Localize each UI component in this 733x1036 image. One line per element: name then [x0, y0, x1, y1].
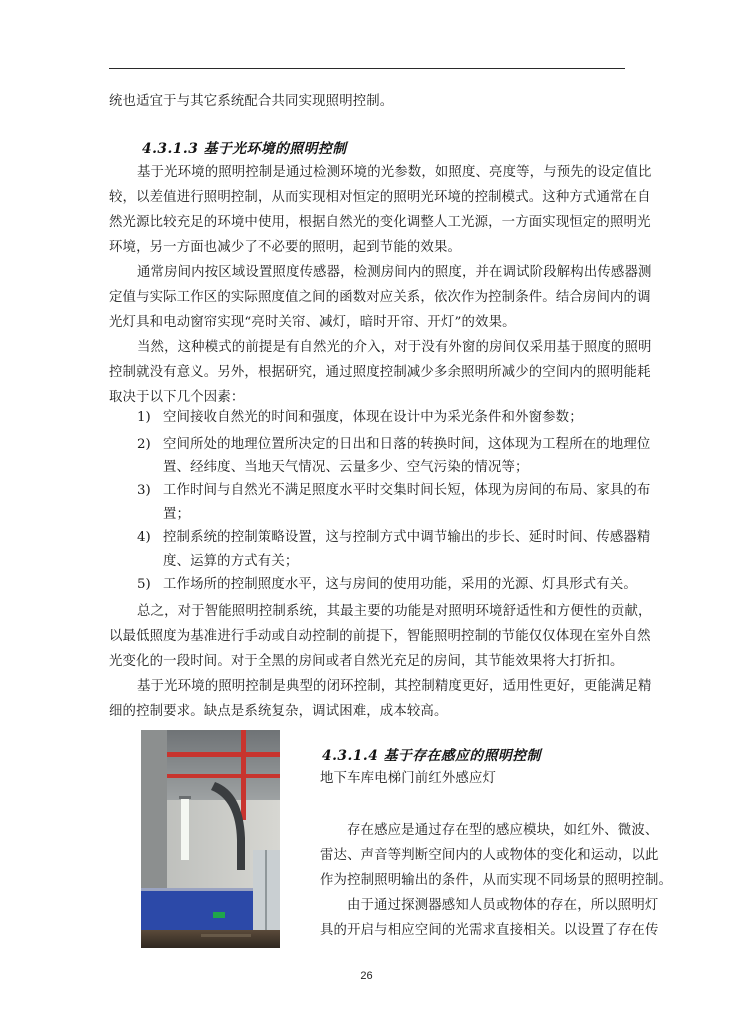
list-item-line: 置；	[163, 507, 191, 522]
paragraph-line: 然光源比较充足的环境中使用，根据自然光的变化调整人工光源，一方面实现恒定的照明光	[109, 215, 651, 230]
paragraph-line: 光变化的一段时间。对于全黑的房间或者自然光充足的房间，其节能效果将大打折扣。	[109, 654, 624, 669]
header-rule	[109, 68, 625, 69]
list-item-line: 空间接收自然光的时间和强度，体现在设计中为采光条件和外窗参数；	[163, 410, 583, 425]
paragraph-line: 雷达、声音等判断空间内的人或物体的变化和运动，以此	[320, 848, 659, 863]
paragraph-line: 存在感应是通过存在型的感应模块，如红外、微波、	[347, 823, 659, 838]
intro-line: 统也适宜于与其它系统配合共同实现照明控制。	[109, 94, 394, 109]
red-pipe	[241, 730, 246, 820]
list-item-line: 空间所处的地理位置所决定的日出和日落的转换时间，这体现为工程所在的地理位	[163, 437, 651, 452]
fluorescent-lamp	[181, 798, 189, 860]
paragraph-line: 由于通过探测器感知人员或物体的存在，所以照明灯	[347, 898, 659, 913]
list-number: 2)	[137, 437, 151, 452]
paragraph-line: 以最低照度为基准进行手动或自动控制的前提下，智能照明控制的节能仅仅体现在室外自然	[109, 629, 651, 644]
list-item-line: 置、经纬度、当地天气情况、云量多少、空气污染的情况等；	[163, 460, 529, 475]
paragraph-line: 具的开启与相应空间的光需求直接相关。以设置了存在传	[320, 923, 659, 938]
list-number: 4)	[137, 530, 151, 545]
paragraph-line: 控制就没有意义。另外，根据研究，通过照度控制减少多余照明所减少的空间内的照明能耗	[109, 365, 651, 380]
paragraph-line: 基于光环境的照明控制是通过检测环境的光参数，如照度、亮度等，与预先的设定值比	[137, 165, 652, 180]
section-number: 4.3.1.4	[322, 748, 379, 764]
section-heading-4-3-1-3	[142, 137, 347, 157]
list-number: 1)	[137, 410, 151, 425]
list-item-line: 控制系统的控制策略设置，这与控制方式中调节输出的步长、延时时间、传感器精	[163, 530, 651, 545]
section-title: 基于光环境的照明控制	[203, 141, 347, 157]
paragraph-line: 总之，对于智能照明控制系统，其最主要的功能是对照明环境舒适性和方便性的贡献，	[137, 604, 652, 619]
paragraph-line: 较，以差值进行照明控制，从而实现相对恒定的照明光环境的控制模式。这种方式通常在自	[109, 190, 651, 205]
paragraph-line: 作为控制照明输出的条件，从而实现不同场景的照明控制。	[320, 873, 673, 888]
page-number: 26	[360, 970, 373, 982]
paragraph-line: 取决于以下几个因素：	[109, 390, 245, 405]
paragraph-line: 光灯具和电动窗帘实现“亮时关帘、减灯，暗时开帘、开灯”的效果。	[109, 315, 516, 330]
paragraph-line: 环境，另一方面也减少了不必要的照明，起到节能的效果。	[109, 240, 462, 255]
section-number: 4.3.1.3	[142, 141, 199, 157]
list-item-line: 度、运算的方式有关；	[163, 554, 299, 569]
list-item-line: 工作场所的控制照度水平，这与房间的使用功能，采用的光源、灯具形式有关。	[163, 577, 637, 592]
list-item-line: 工作时间与自然光不满足照度水平时交集时间长短，体现为房间的布局、家具的布	[163, 483, 651, 498]
figure-caption: 地下车库电梯门前红外感应灯	[320, 771, 497, 786]
red-pipe	[167, 774, 280, 778]
section-heading-4-3-1-4	[322, 744, 541, 764]
paragraph-line: 定值与实际工作区的实际照度值之间的函数对应关系，依次作为控制条件。结合房间内的调	[109, 290, 651, 305]
paragraph-line: 基于光环境的照明控制是典型的闭环控制，其控制精度更好，适用性更好，更能满足精	[137, 679, 652, 694]
paragraph-line: 细的控制要求。缺点是系统复杂，调试困难，成本较高。	[109, 704, 448, 719]
garage-photo	[141, 730, 280, 948]
list-number: 3)	[137, 483, 151, 498]
red-pipe	[167, 752, 280, 757]
section-title: 基于存在感应的照明控制	[383, 748, 541, 764]
paragraph-line: 当然，这种模式的前提是有自然光的介入，对于没有外窗的房间仅采用基于照度的照明	[137, 340, 652, 355]
paragraph-line: 通常房间内按区域设置照度传感器，检测房间内的照度，并在调试阶段解构出传感器测	[137, 265, 652, 280]
list-number: 5)	[137, 577, 151, 592]
exit-sign	[213, 912, 225, 918]
